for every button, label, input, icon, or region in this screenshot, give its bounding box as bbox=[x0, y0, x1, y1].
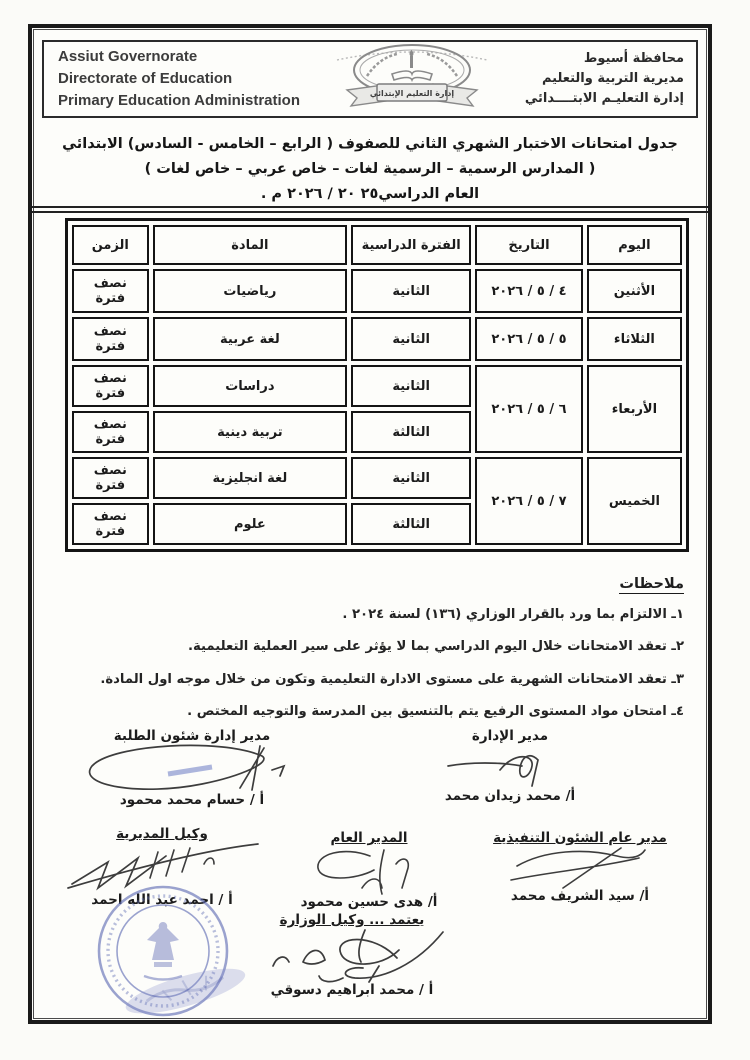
administration-name-en: Primary Education Administration bbox=[58, 91, 300, 109]
cell-subject: رياضيات bbox=[153, 269, 348, 313]
title-line-2: ( المدارس الرسمية – الرسمية لغات – خاص عربي – خاص لغات ) bbox=[144, 160, 596, 177]
header-date: التاريخ bbox=[475, 225, 583, 265]
cell-day: الأربعاء bbox=[587, 365, 682, 453]
signature-scribble-icon bbox=[304, 846, 434, 896]
cell-subject: لغة عربية bbox=[153, 317, 348, 361]
signature-title: المدير العام bbox=[330, 830, 408, 846]
signature-name: أ / حسام محمد محمود bbox=[119, 792, 265, 808]
signature-block-admin-director bbox=[415, 728, 605, 804]
notes-section bbox=[62, 573, 684, 736]
title-divider bbox=[32, 206, 708, 213]
cell-time: نصف فترة bbox=[72, 503, 149, 545]
signature-name: أ/ سيد الشريف محمد bbox=[510, 888, 650, 904]
cell-time: نصف فترة bbox=[72, 269, 149, 313]
letterhead bbox=[42, 40, 698, 118]
cell-subject: لغة انجليزية bbox=[153, 457, 348, 499]
signature-scribble-icon bbox=[505, 846, 655, 890]
header-subject: المادة bbox=[153, 225, 348, 265]
document-title bbox=[32, 132, 708, 207]
cell-period: الثالثة bbox=[351, 411, 471, 453]
cell-subject: دراسات bbox=[153, 365, 348, 407]
cell-period: الثانية bbox=[351, 365, 471, 407]
logo-banner-text: إدارة التعليم الإبتدائي bbox=[370, 89, 455, 98]
note-item: ١ـ الالتزام بما ورد بالقرار الوزاري (١٣٦) لسنة ٢٠٢٤ . bbox=[342, 607, 684, 622]
cell-day: الثلاثاء bbox=[587, 317, 682, 361]
signature-title: مدير الإدارة bbox=[471, 728, 549, 744]
letterhead-english bbox=[44, 46, 300, 111]
signature-name: أ/ محمد زيدان محمد bbox=[444, 788, 576, 804]
cell-period: الثانية bbox=[351, 269, 471, 313]
cell-subject: علوم bbox=[153, 503, 348, 545]
signature-title: مدير إدارة شئون الطلبة bbox=[113, 728, 271, 744]
header-day: اليوم bbox=[587, 225, 682, 265]
notes-heading: ملاحظات bbox=[619, 576, 684, 592]
cell-date: ٧ / ٥ / ٢٠٢٦ bbox=[475, 457, 583, 545]
governorate-name-ar: محافظة أسيوط bbox=[583, 50, 684, 66]
note-item: ٤ـ امتحان مواد المستوى الرفيع يتم بالتنسيق بين المدرسة والتوجيه المختص . bbox=[187, 704, 684, 720]
cell-time: نصف فترة bbox=[72, 457, 149, 499]
table-row bbox=[72, 365, 682, 407]
signature-name: أ / محمد ابراهيم دسوقي bbox=[270, 982, 434, 998]
signature-block-general-director bbox=[284, 830, 454, 910]
signature-name: أ/ هدى حسين محمود bbox=[300, 894, 438, 910]
note-item: ٣ـ تعقد الامتحانات الشهرية على مستوى الادارة التعليمية وتكون من خلال موجه اول المادة. bbox=[100, 671, 684, 687]
ministry-logo-icon bbox=[317, 42, 507, 118]
title-line-1: جدول امتحانات الاختبار الشهري الثاني للصفوف ( الرابع – الخامس - السادس) الابتدائي bbox=[62, 136, 678, 152]
cell-period: الثانية bbox=[351, 317, 471, 361]
signature-block-executive-affairs bbox=[490, 830, 670, 904]
signature-block-students-affairs bbox=[67, 728, 317, 808]
directorate-name-ar: مديرية التربية والتعليم bbox=[541, 70, 684, 86]
signature-block-ministry-deputy bbox=[242, 912, 462, 998]
exam-schedule-table bbox=[65, 218, 689, 552]
signature-title: يعتمد ... وكيل الوزارة bbox=[279, 912, 425, 928]
table-row bbox=[72, 317, 682, 361]
cell-date: ٤ / ٥ / ٢٠٢٦ bbox=[475, 269, 583, 313]
cell-time: نصف فترة bbox=[72, 411, 149, 453]
cell-period: الثانية bbox=[351, 457, 471, 499]
header-time: الزمن bbox=[72, 225, 149, 265]
cell-time: نصف فترة bbox=[72, 365, 149, 407]
signature-name: أ / احمد عبد الله احمد bbox=[91, 892, 233, 908]
signature-title: وكيل المديرية bbox=[116, 826, 208, 842]
signature-scribble-icon bbox=[72, 744, 312, 794]
cell-subject: تربية دينية bbox=[153, 411, 348, 453]
cell-date: ٦ / ٥ / ٢٠٢٦ bbox=[475, 365, 583, 453]
cell-period: الثالثة bbox=[351, 503, 471, 545]
cell-day: الأثنين bbox=[587, 269, 682, 313]
signature-title: مدير عام الشئون التنفيذية bbox=[493, 830, 667, 846]
header-period: الفترة الدراسية bbox=[351, 225, 471, 265]
directorate-name-en: Directorate of Education bbox=[58, 70, 233, 88]
page-border-frame bbox=[28, 24, 712, 1024]
note-item: ٢ـ تعقد الامتحانات خلال اليوم الدراسي بما لا يؤثر على سير العملية التعليمية. bbox=[188, 639, 684, 655]
governorate-name-en: Assiut Governorate bbox=[58, 48, 198, 66]
table-row bbox=[72, 457, 682, 499]
cell-date: ٥ / ٥ / ٢٠٢٦ bbox=[475, 317, 583, 361]
administration-name-ar: إدارة التعليـم الابتــــدائي bbox=[524, 91, 684, 107]
letterhead-arabic bbox=[525, 49, 696, 109]
title-line-3: العام الدراسي٢٥ ٢٠ / ٢٠٢٦ م . bbox=[260, 185, 480, 202]
cell-time: نصف فترة bbox=[72, 317, 149, 361]
signature-scribble-icon bbox=[247, 928, 457, 984]
table-header-row bbox=[72, 225, 682, 265]
signature-scribble-icon bbox=[440, 744, 580, 790]
cell-day: الخميس bbox=[587, 457, 682, 545]
table-row bbox=[72, 269, 682, 313]
